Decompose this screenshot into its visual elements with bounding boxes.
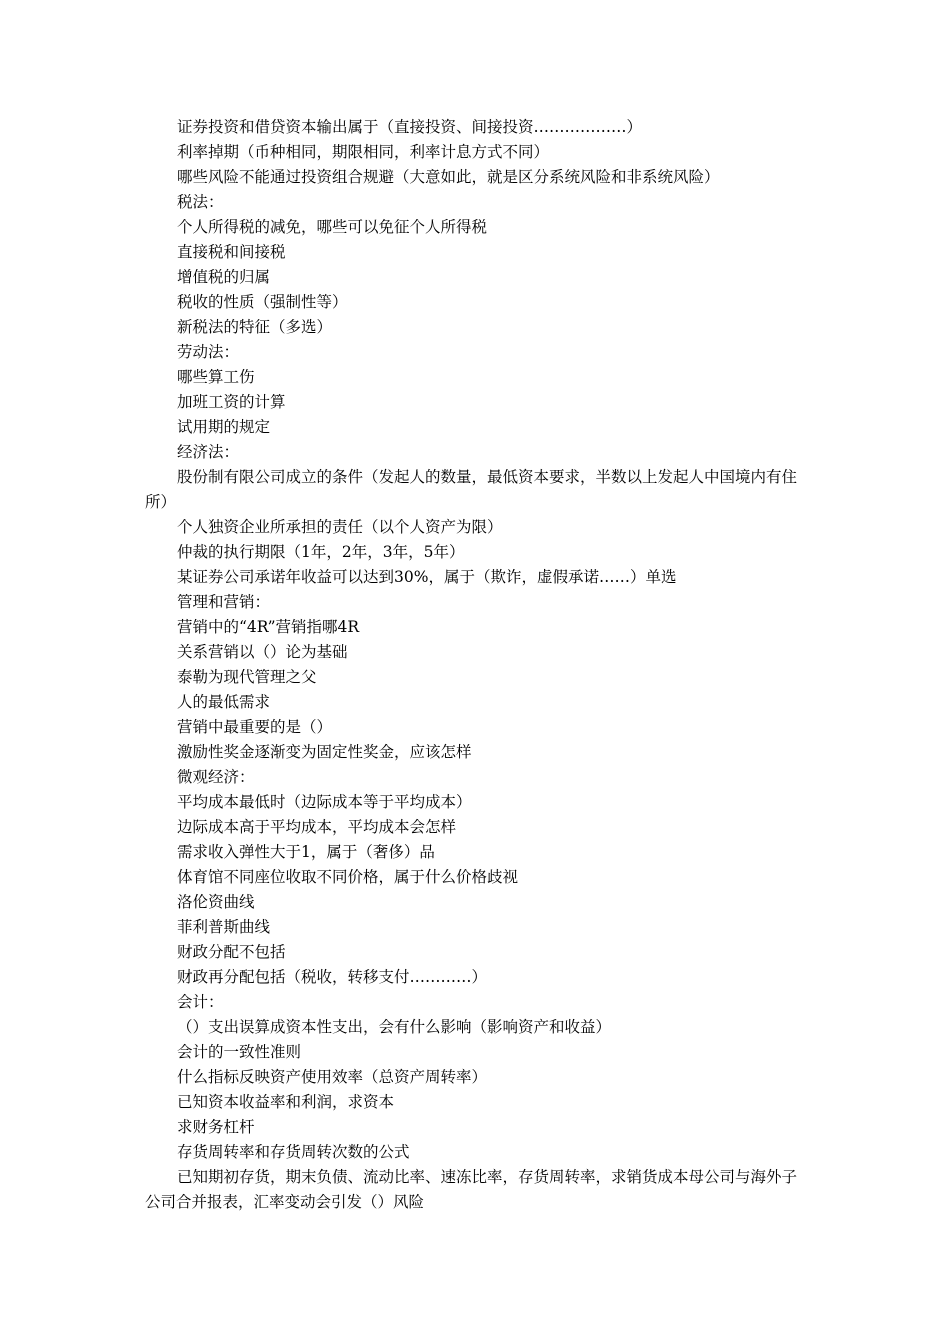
text-line-33: 财政分配不包括 (177, 943, 286, 961)
text-line-34: 财政再分配包括（税收，转移支付…………） (177, 968, 488, 986)
text-line-9: 新税法的特征（多选） (177, 318, 333, 336)
section-heading-management-marketing: 管理和营销： (177, 593, 271, 611)
text-line-22: 泰勒为现代管理之父 (177, 668, 317, 686)
text-line-1: 证券投资和借贷资本输出属于（直接投资、间接投资………………） (177, 118, 643, 136)
text-line-28: 边际成本高于平均成本，平均成本会怎样 (177, 818, 457, 836)
text-line-21: 关系营销以（）论为基础 (177, 643, 348, 661)
text-line-38: 什么指标反映资产使用效率（总资产周转率） (177, 1068, 488, 1086)
text-line-36: （）支出误算成资本性支出，会有什么影响（影响资产和收益） (177, 1018, 612, 1036)
section-heading-labor-law: 劳动法： (177, 343, 240, 361)
text-line-12: 加班工资的计算 (177, 393, 286, 411)
text-line-16: 个人独资企业所承担的责任（以个人资产为限） (177, 518, 503, 536)
section-heading-economic-law: 经济法： (177, 443, 240, 461)
text-line-17: 仲裁的执行期限（1年，2年，3年，5年） (177, 543, 465, 561)
text-line-27: 平均成本最低时（边际成本等于平均成本） (177, 793, 472, 811)
text-line-8: 税收的性质（强制性等） (177, 293, 348, 311)
text-line-29: 需求收入弹性大于1，属于（奢侈）品 (177, 843, 435, 861)
section-heading-accounting: 会计： (177, 993, 224, 1011)
text-line-2: 利率掉期（币种相同，期限相同，利率计息方式不同） (177, 143, 550, 161)
text-line-18: 某证券公司承诺年收益可以达到30%，属于（欺诈，虚假承诺……）单选 (177, 568, 677, 586)
text-line-42: 已知期初存货，期末负债、流动比率、速冻比率，存货周转率，求销货成本母公司与海外子公司合并报表，汇率变动会引发（）风险 (145, 1168, 798, 1211)
text-line-32: 菲利普斯曲线 (177, 918, 271, 936)
text-line-7: 增值税的归属 (177, 268, 271, 286)
text-line-31: 洛伦资曲线 (177, 893, 255, 911)
text-line-25: 激励性奖金逐渐变为固定性奖金，应该怎样 (177, 743, 472, 761)
text-line-39: 已知资本收益率和利润，求资本 (177, 1093, 395, 1111)
text-line-5: 个人所得税的减免，哪些可以免征个人所得税 (177, 218, 488, 236)
text-line-6: 直接税和间接税 (177, 243, 286, 261)
text-line-15: 股份制有限公司成立的条件（发起人的数量，最低资本要求，半数以上发起人中国境内有住所） (145, 468, 798, 511)
text-line-30: 体育馆不同座位收取不同价格，属于什么价格歧视 (177, 868, 519, 886)
text-line-40: 求财务杠杆 (177, 1118, 255, 1136)
text-line-37: 会计的一致性准则 (177, 1043, 302, 1061)
text-line-41: 存货周转率和存货周转次数的公式 (177, 1143, 410, 1161)
section-heading-microeconomics: 微观经济： (177, 768, 255, 786)
text-line-20: 营销中的“4R”营销指哪4R (177, 618, 360, 636)
text-line-3: 哪些风险不能通过投资组合规避（大意如此，就是区分系统风险和非系统风险） (177, 168, 720, 186)
text-line-24: 营销中最重要的是（） (177, 718, 333, 736)
text-line-11: 哪些算工伤 (177, 368, 255, 386)
text-line-23: 人的最低需求 (177, 693, 271, 711)
document-body (145, 115, 805, 1215)
text-line-13: 试用期的规定 (177, 418, 271, 436)
section-heading-tax-law: 税法： (177, 193, 224, 211)
